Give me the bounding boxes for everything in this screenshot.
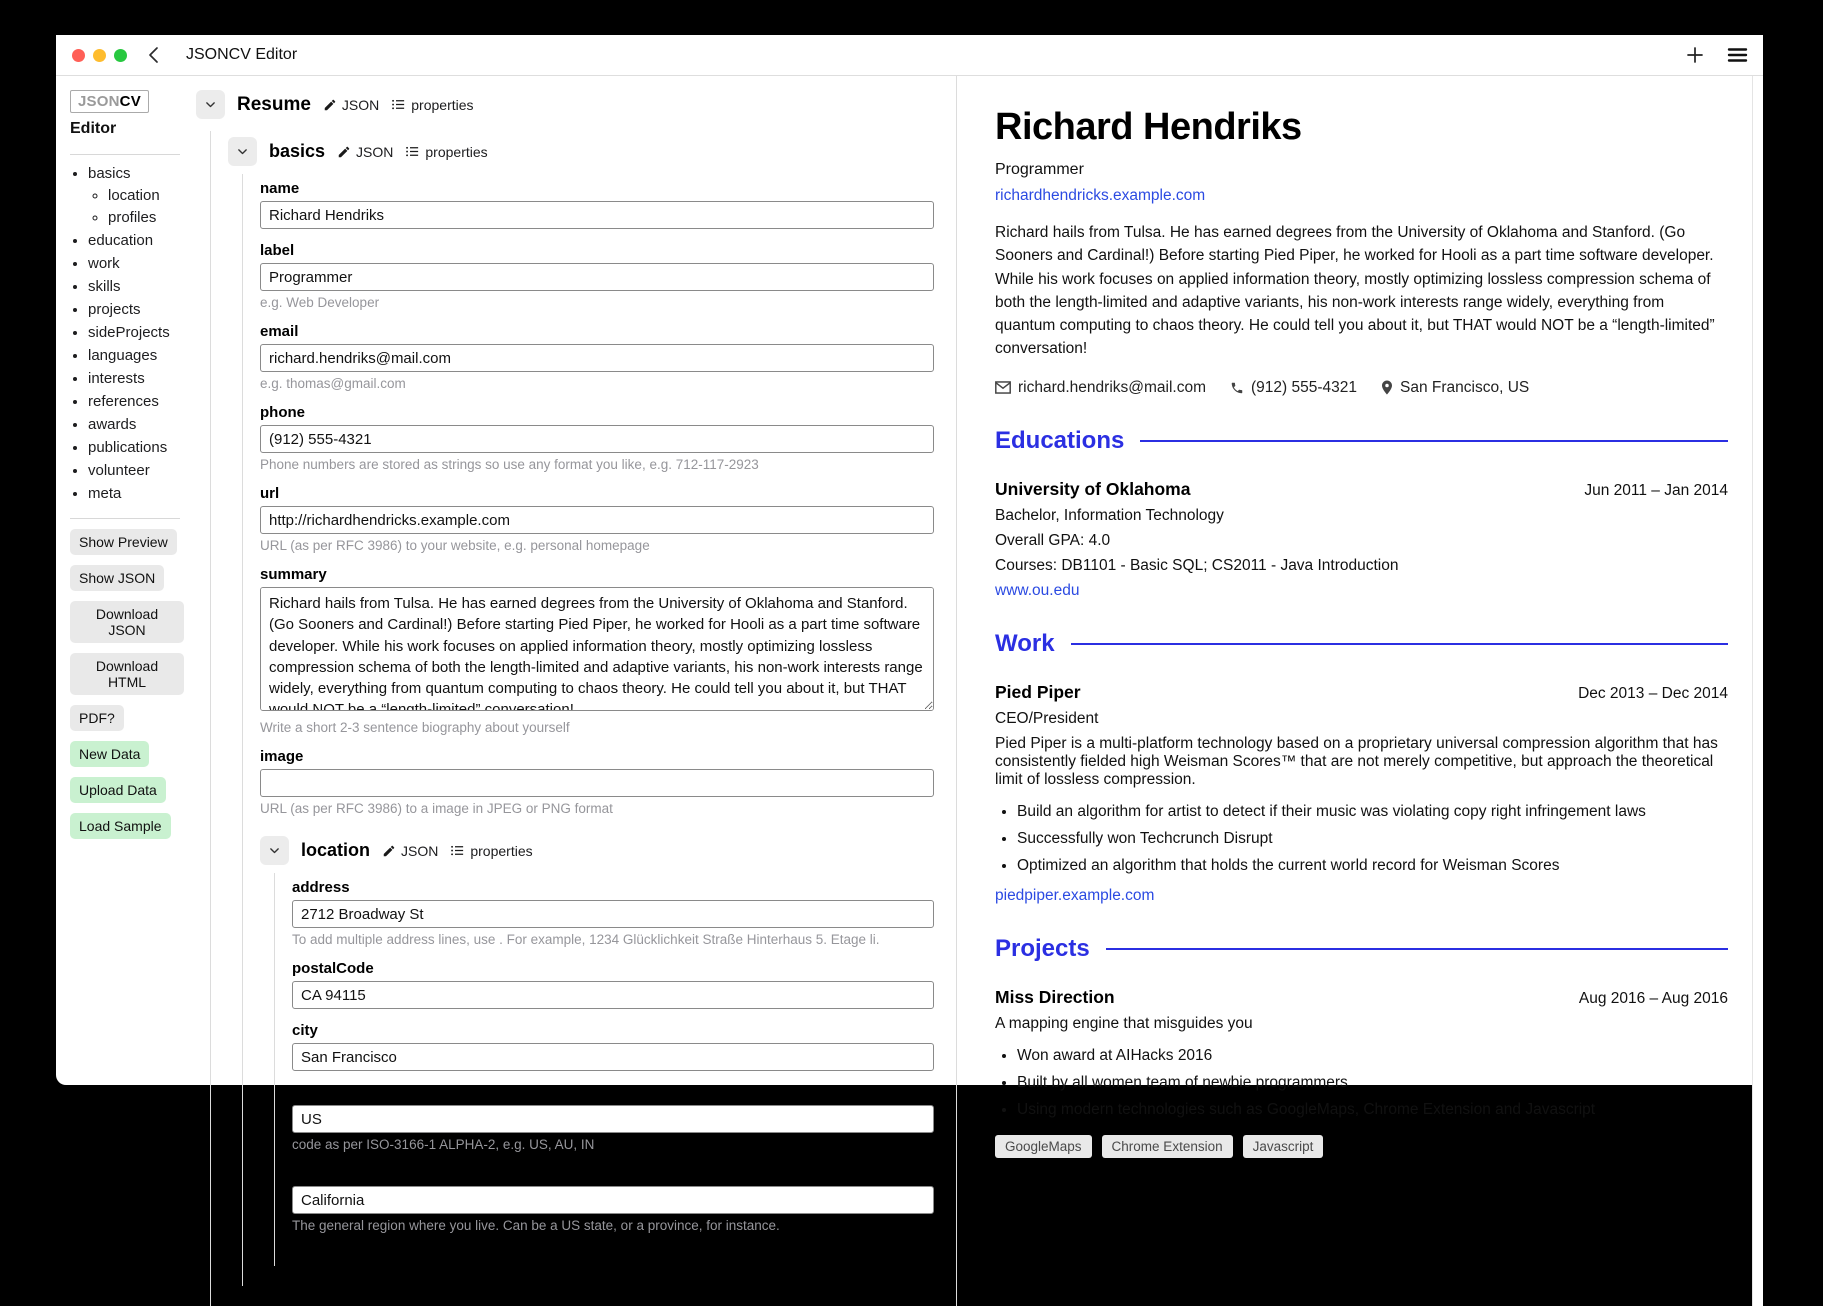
contact-location: San Francisco, US xyxy=(1381,379,1529,397)
sidebar-item-projects[interactable]: • projects xyxy=(88,301,184,318)
work-section xyxy=(995,630,1728,905)
work-date: Dec 2013 – Dec 2014 xyxy=(1578,684,1728,702)
location-section-header xyxy=(260,836,934,865)
work-entry-header xyxy=(995,682,1728,703)
show-json-button[interactable]: Show JSON xyxy=(70,565,164,591)
sidebar-item-meta[interactable]: • meta xyxy=(88,485,184,502)
sidebar-item-location[interactable]: ◦ location xyxy=(108,187,184,204)
chevron-down-icon xyxy=(204,98,217,111)
phone-icon xyxy=(1230,381,1244,395)
name-field-label: name xyxy=(260,180,300,197)
url-field-hint: URL (as per RFC 3986) to your website, e.g. personal homepage xyxy=(260,538,650,553)
logo-part-json: JSON xyxy=(78,93,120,110)
projects-heading-row xyxy=(995,935,1728,963)
projects-section xyxy=(995,935,1728,1158)
resume-section-header xyxy=(196,90,934,119)
resume-json-toggle[interactable]: JSON xyxy=(323,97,379,113)
preview-panel xyxy=(957,76,1763,1306)
tab-overview-button[interactable] xyxy=(1728,47,1747,63)
education-date: Jun 2011 – Jan 2014 xyxy=(1584,481,1728,499)
phone-field xyxy=(260,404,934,472)
properties-list-icon xyxy=(450,843,465,858)
url-field-label: url xyxy=(260,485,280,502)
region-field-hint: The general region where you live. Can be a US state, or a province, for instance. xyxy=(292,1218,780,1233)
label-field xyxy=(260,242,934,310)
label-field-label: label xyxy=(260,242,295,259)
phone-field-hint: Phone numbers are stored as strings so use any format you like, e.g. 712-117-2923 xyxy=(260,457,759,472)
chevron-down-icon xyxy=(236,145,249,158)
basics-section-title: basics xyxy=(269,141,326,161)
projects-heading: Projects xyxy=(995,934,1090,962)
basics-collapse-button[interactable] xyxy=(228,137,257,166)
preview-summary: Richard hails from Tulsa. He has earned degrees from the University of Oklahoma and Stanford. (Go Sooners and Cardinal!) Before starting Pied Piper, he worked for Hooli as a part time software developer. While his work focuses on applied information theory, mostly optimizing lossless compression schema of both the length-limited and adaptive variants, his non-work interests range widely, everything from quantum computing to chaos theory. He could tell you about it, but THAT would NOT be a “length-limited” conversation! xyxy=(995,224,1715,358)
download-html-button[interactable]: Download HTML xyxy=(70,653,184,695)
sidebar-item-skills[interactable]: • skills xyxy=(88,278,184,295)
project-tag: Chrome Extension xyxy=(1102,1135,1233,1158)
back-icon xyxy=(147,46,160,64)
work-heading-row xyxy=(995,630,1728,658)
location-section xyxy=(260,836,934,1266)
education-courses: Courses: DB1101 - Basic SQL; CS2011 - Java Introduction xyxy=(995,556,1399,574)
download-json-button[interactable]: Download JSON xyxy=(70,601,184,643)
city-field-label: city xyxy=(292,1022,318,1039)
email-input[interactable] xyxy=(260,344,934,372)
sidebar-item-references[interactable]: • references xyxy=(88,393,184,410)
region-field-label: region xyxy=(292,1165,338,1182)
preview-scrollbar-track[interactable] xyxy=(1752,76,1763,1306)
properties-list-icon xyxy=(405,144,420,159)
contact-email: richard.hendriks@mail.com xyxy=(995,379,1206,397)
new-tab-button[interactable] xyxy=(1686,46,1704,64)
load-sample-button[interactable]: Load Sample xyxy=(70,813,171,839)
work-rule xyxy=(1071,643,1728,645)
contact-phone: (912) 555-4321 xyxy=(1230,379,1357,397)
preview-name: Richard Hendriks xyxy=(995,106,1302,148)
name-field xyxy=(260,180,934,229)
region-field xyxy=(292,1165,934,1233)
project-tag: GoogleMaps xyxy=(995,1135,1092,1158)
location-properties-toggle[interactable]: properties xyxy=(450,843,532,859)
educations-heading-row xyxy=(995,427,1728,455)
address-input[interactable] xyxy=(292,900,934,928)
countrycode-field xyxy=(292,1084,934,1152)
url-field xyxy=(260,485,934,553)
educations-heading: Educations xyxy=(995,426,1125,454)
project-date: Aug 2016 – Aug 2016 xyxy=(1578,989,1728,1007)
pencil-icon xyxy=(323,98,337,112)
sidebar-item-interests[interactable]: • interests xyxy=(88,370,184,387)
city-input[interactable] xyxy=(292,1043,934,1071)
project-name: Miss Direction xyxy=(995,986,1115,1007)
postalcode-field-label: postalCode xyxy=(292,960,374,977)
summary-field-label: summary xyxy=(260,566,327,583)
back-button[interactable] xyxy=(147,46,160,64)
jsoncv-logo xyxy=(70,90,149,113)
new-data-button[interactable]: New Data xyxy=(70,741,149,767)
work-company: Pied Piper xyxy=(995,681,1081,702)
logo-subtitle: Editor xyxy=(70,120,117,137)
name-input[interactable] xyxy=(260,201,934,229)
minimize-window-button[interactable] xyxy=(93,49,106,62)
label-input[interactable] xyxy=(260,263,934,291)
education-link[interactable]: www.ou.edu xyxy=(995,581,1080,599)
label-field-hint: e.g. Web Developer xyxy=(260,295,380,310)
resume-properties-toggle[interactable]: properties xyxy=(391,97,473,113)
project-highlight-item: • Won award at AIHacks 2016 xyxy=(1017,1047,1728,1065)
address-field xyxy=(292,879,934,947)
email-field-label: email xyxy=(260,323,299,340)
project-highlights xyxy=(995,1047,1728,1119)
plus-icon xyxy=(1686,46,1704,64)
show-preview-button[interactable]: Show Preview xyxy=(70,529,177,555)
phone-field-label: phone xyxy=(260,404,305,421)
educations-section xyxy=(995,427,1728,600)
sidebar-item-publications[interactable]: • publications xyxy=(88,439,184,456)
countrycode-field-hint: code as per ISO-3166-1 ALPHA-2, e.g. US, AU, IN xyxy=(292,1137,595,1152)
sidebar-item-education[interactable]: • education xyxy=(88,232,184,249)
sidebar-item-volunteer[interactable]: • volunteer xyxy=(88,462,184,479)
countrycode-input[interactable] xyxy=(292,1105,934,1133)
properties-list-icon xyxy=(391,97,406,112)
education-institution: University of Oklahoma xyxy=(995,478,1191,499)
work-summary: Pied Piper is a multi-platform technology based on a proprietary universal compression algorithm that has consistently fielded high Weisman Scores™ that are not merely competitive, but approach the theoretical limit of lossless compression. xyxy=(995,734,1718,788)
sidebar xyxy=(56,76,190,1306)
logo-part-cv: CV xyxy=(119,93,141,110)
location-pin-icon xyxy=(1381,380,1393,395)
main-content xyxy=(56,76,1763,1306)
window-controls xyxy=(72,49,127,62)
postalcode-field xyxy=(292,960,934,1009)
projects-rule xyxy=(1106,948,1728,950)
basics-properties-toggle[interactable]: properties xyxy=(405,144,487,160)
basics-section-header xyxy=(228,137,934,166)
project-tag: Javascript xyxy=(1243,1135,1324,1158)
close-window-button[interactable] xyxy=(72,49,85,62)
resume-section-title: Resume xyxy=(237,93,311,115)
work-heading: Work xyxy=(995,629,1055,657)
address-field-label: address xyxy=(292,879,350,896)
project-highlight-item: • Built by all women team of newbie programmers xyxy=(1017,1074,1728,1092)
sidebar-item-languages[interactable]: • languages xyxy=(88,347,184,364)
postalcode-input[interactable] xyxy=(292,981,934,1009)
pdf-button[interactable]: PDF? xyxy=(70,705,124,731)
pencil-icon xyxy=(337,145,351,159)
project-tags xyxy=(995,1135,1728,1158)
project-entry-header xyxy=(995,987,1728,1008)
image-field-hint: URL (as per RFC 3986) to a image in JPEG or PNG format xyxy=(260,801,613,816)
summary-textarea[interactable] xyxy=(260,587,934,711)
work-highlights xyxy=(995,803,1728,875)
work-link[interactable]: piedpiper.example.com xyxy=(995,886,1155,904)
education-degree: Bachelor, Information Technology xyxy=(995,506,1224,524)
education-gpa: Overall GPA: 4.0 xyxy=(995,531,1111,549)
city-field xyxy=(292,1022,934,1071)
basics-section-body xyxy=(242,174,934,1286)
sidebar-item-sideProjects[interactable]: • sideProjects xyxy=(88,324,184,341)
sidebar-item-awards[interactable]: • awards xyxy=(88,416,184,433)
menu-icon xyxy=(1728,47,1747,63)
work-highlight-item: • Successfully won Techcrunch Disrupt xyxy=(1017,830,1728,848)
image-field-label: image xyxy=(260,748,304,765)
preview-contact-row xyxy=(995,379,1728,397)
email-field xyxy=(260,323,934,391)
summary-field xyxy=(260,566,934,735)
work-highlight-item: • Build an algorithm for artist to detect if their music was violating copy right infringement laws xyxy=(1017,803,1728,821)
location-json-toggle[interactable]: JSON xyxy=(382,843,438,859)
image-input[interactable] xyxy=(260,769,934,797)
titlebar xyxy=(56,35,1763,76)
address-field-hint: To add multiple address lines, use . For example, 1234 Glücklichkeit Straße Hinterhaus 5. Etage li. xyxy=(292,932,880,947)
sidebar-item-basics[interactable]: • basics ◦ location ◦ profiles xyxy=(88,165,184,226)
preview-website-link[interactable]: richardhendricks.example.com xyxy=(995,187,1206,204)
sidebar-divider-bottom xyxy=(70,518,180,519)
summary-field-hint: Write a short 2-3 sentence biography about yourself xyxy=(260,720,570,735)
email-field-hint: e.g. thomas@gmail.com xyxy=(260,376,406,391)
work-highlight-item: • Optimized an algorithm that holds the current world record for Weisman Scores xyxy=(1017,857,1728,875)
sidebar-item-profiles[interactable]: ◦ profiles xyxy=(108,209,184,226)
email-icon xyxy=(995,381,1011,394)
region-input[interactable] xyxy=(292,1186,934,1214)
pencil-icon xyxy=(382,844,396,858)
url-input[interactable] xyxy=(260,506,934,534)
app-window xyxy=(56,35,1763,1233)
sidebar-nav xyxy=(70,165,184,502)
sidebar-divider-top xyxy=(70,154,180,155)
image-field xyxy=(260,748,934,816)
location-section-title: location xyxy=(301,840,371,860)
work-position: CEO/President xyxy=(995,709,1099,727)
window-title: JSONCV Editor xyxy=(186,46,298,63)
sidebar-item-work[interactable]: • work xyxy=(88,255,184,272)
project-description: A mapping engine that misguides you xyxy=(995,1014,1253,1032)
zoom-window-button[interactable] xyxy=(114,49,127,62)
location-collapse-button[interactable] xyxy=(260,836,289,865)
project-highlight-item: • Using modern technologies such as GoogleMaps, Chrome Extension and Javascript xyxy=(1017,1101,1728,1119)
education-entry-header xyxy=(995,479,1728,500)
countrycode-field-label: countryCode xyxy=(292,1084,385,1101)
resume-section-body xyxy=(210,131,934,1306)
chevron-down-icon xyxy=(268,844,281,857)
editor-panel xyxy=(190,76,956,1306)
location-section-body xyxy=(274,873,934,1266)
basics-json-toggle[interactable]: JSON xyxy=(337,144,393,160)
upload-data-button[interactable]: Upload Data xyxy=(70,777,166,803)
resume-collapse-button[interactable] xyxy=(196,90,225,119)
preview-job-label: Programmer xyxy=(995,161,1084,178)
phone-input[interactable] xyxy=(260,425,934,453)
educations-rule xyxy=(1140,440,1728,442)
